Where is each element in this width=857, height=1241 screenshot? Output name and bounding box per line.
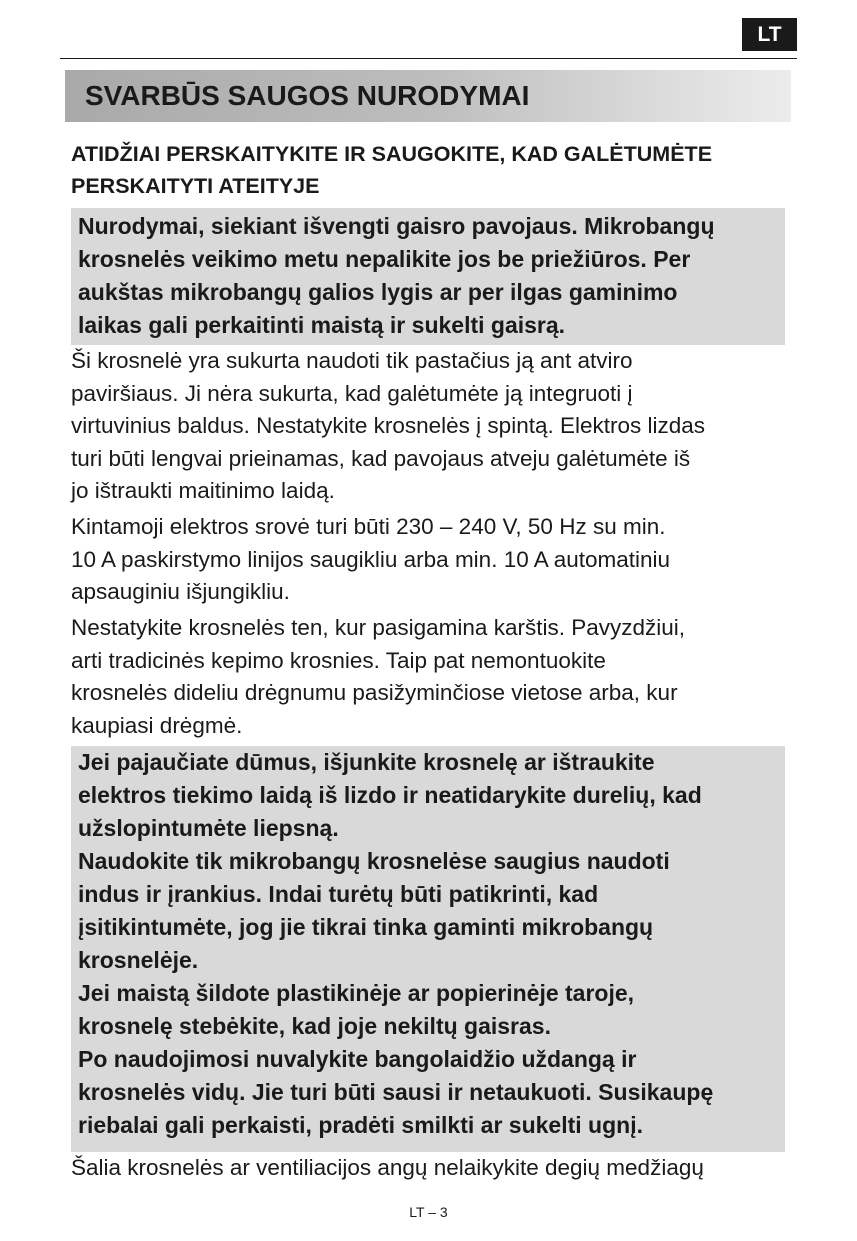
warning-line: indus ir įrankius. Indai turėtų būti patikrinti, kad — [78, 881, 599, 907]
paragraph-line: Ši krosnelė yra sukurta naudoti tik pastačius ją ant atviro — [71, 348, 633, 373]
warning-line: krosnelės veikimo metu nepalikite jos be priežiūros. Per — [78, 246, 691, 272]
subheading-line: ATIDŽIAI PERSKAITYKITE IR SAUGOKITE, KAD GALĖTUMĖTE — [71, 142, 713, 166]
warning-line: Jei pajaučiate dūmus, išjunkite krosnelę ar ištraukite — [78, 749, 655, 775]
paragraph-line: krosnelės dideliu drėgnumu pasižyminčiose vietose arba, kur — [71, 680, 678, 705]
paragraph-line: apsauginiu išjungikliu. — [71, 579, 290, 604]
warning-line: aukštas mikrobangų galios lygis ar per ilgas gaminimo — [78, 279, 678, 305]
paragraph-line: turi būti lengvai prieinamas, kad pavojaus atveju galėtumėte iš — [71, 445, 691, 471]
section-title-banner — [65, 70, 791, 122]
safety-warning-box — [71, 746, 785, 1152]
paragraph-line: Šalia krosnelės ar ventiliacijos angų nelaikykite degių medžiagų — [71, 1155, 704, 1180]
language-badge: LT — [742, 18, 797, 51]
power-supply-paragraph — [71, 511, 795, 609]
section-subheading — [71, 138, 797, 202]
page-title: SVARBŪS SAUGOS NURODYMAI — [85, 80, 530, 111]
warning-line: Po naudojimosi nuvalykite bangolaidžio uždangą ir — [78, 1046, 637, 1072]
paragraph-line: Kintamoji elektros srovė turi būti 230 – 240 V, 50 Hz su min. — [71, 514, 666, 539]
warning-line: Nurodymai, siekiant išvengti gaisro pavojaus. Mikrobangų — [78, 213, 715, 239]
warning-line: Jei maistą šildote plastikinėje ar popierinėje taroje, — [78, 980, 635, 1006]
placement-paragraph — [71, 345, 795, 508]
page-number: LT – 3 — [409, 1204, 448, 1220]
fire-warning-text — [78, 208, 785, 342]
paragraph-line: jo ištraukti maitinimo laidą. — [71, 478, 335, 503]
warning-line: užslopintumėte liepsną. — [78, 815, 339, 841]
heat-humidity-paragraph — [71, 612, 795, 742]
flammable-materials-paragraph — [71, 1152, 795, 1185]
paragraph-line: virtuvinius baldus. Nestatykite krosnelės į spintą. Elektros lizdas — [71, 413, 706, 438]
safety-warning-text — [78, 746, 785, 1142]
warning-line: elektros tiekimo laidą iš lizdo ir neatidarykite durelių, kad — [78, 782, 702, 808]
warning-line: riebalai gali perkaisti, pradėti smilkti ar sukelti ugnį. — [78, 1112, 643, 1138]
header-rule — [60, 58, 797, 59]
warning-line: krosnelę stebėkite, kad joje nekiltų gaisras. — [78, 1013, 551, 1039]
paragraph-line: Nestatykite krosnelės ten, kur pasigamina karštis. Pavyzdžiui, — [71, 615, 686, 640]
paragraph-line: 10 A paskirstymo linijos saugikliu arba min. 10 A automatiniu — [71, 546, 671, 572]
warning-line: Naudokite tik mikrobangų krosnelėse saugius naudoti — [78, 848, 670, 874]
paragraph-line: paviršiaus. Ji nėra sukurta, kad galėtumėte ją integruoti į — [71, 380, 633, 406]
warning-line: laikas gali perkaitinti maistą ir sukelti gaisrą. — [78, 312, 566, 338]
warning-line: krosnelėje. — [78, 947, 199, 973]
warning-line: įsitikintumėte, jog jie tikrai tinka gaminti mikrobangų — [78, 914, 654, 940]
fire-warning-box — [71, 208, 785, 345]
paragraph-line: kaupiasi drėgmė. — [71, 712, 243, 738]
warning-line: krosnelės vidų. Jie turi būti sausi ir netaukuoti. Susikaupę — [78, 1079, 714, 1105]
paragraph-line: arti tradicinės kepimo krosnies. Taip pat nemontuokite — [71, 647, 606, 673]
subheading-line: PERSKAITYTI ATEITYJE — [71, 174, 320, 198]
